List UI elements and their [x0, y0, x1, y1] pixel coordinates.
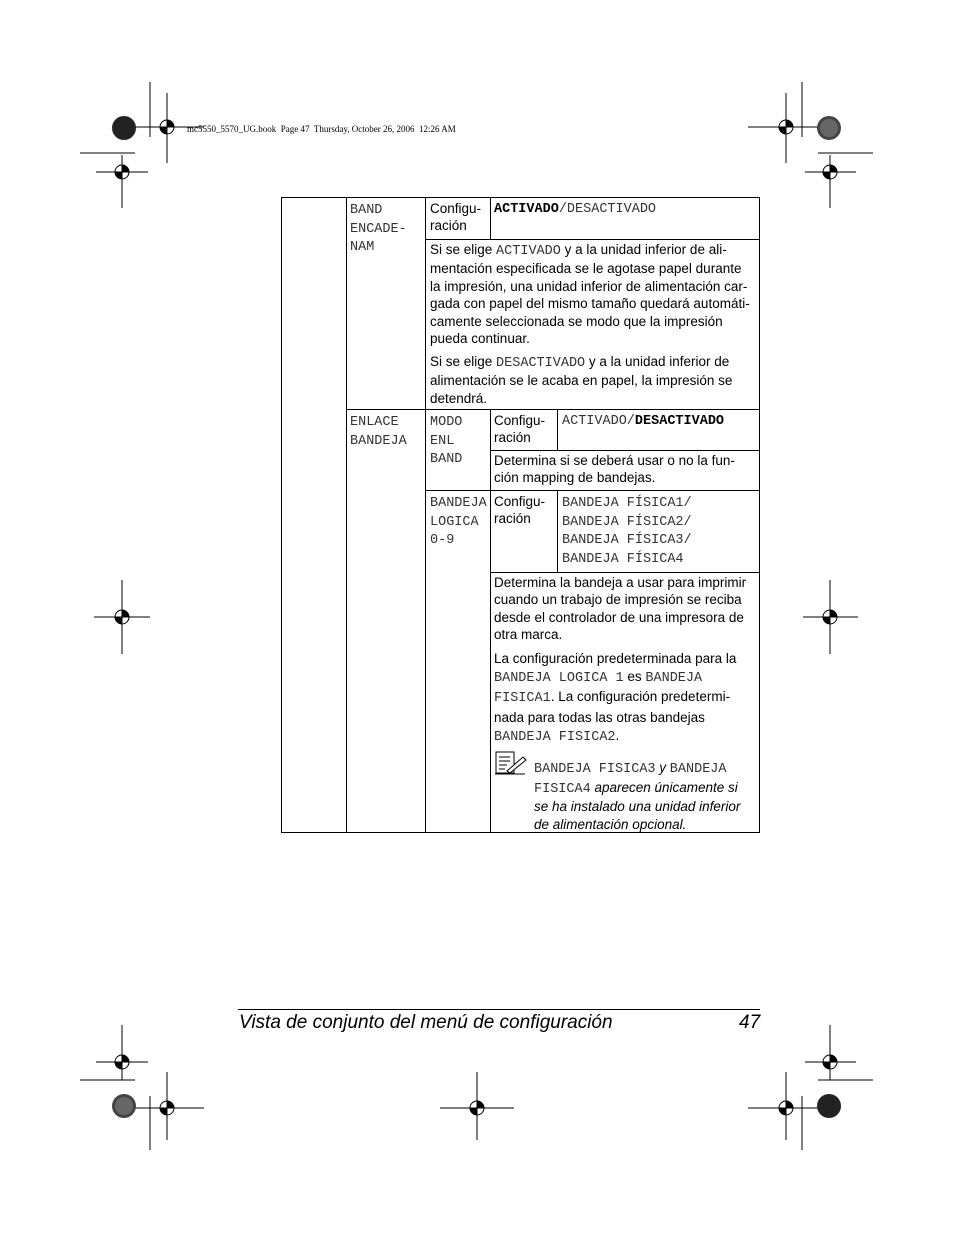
- note-pencil-icon: [495, 751, 527, 775]
- band-description-desactivado: Si se elige DESACTIVADO y a la unidad inferior de alimentación se le acaba en papel, la impresión se detendrá.: [430, 354, 733, 406]
- modo-enl-band-name: MODO ENL BAND: [430, 415, 463, 467]
- modo-description: Determina si se deberá usar o no la fun- ción mapping de bandejas.: [494, 453, 735, 486]
- modo-config-label: Configu- ración: [494, 413, 546, 446]
- logica-default-config: La configuración predeterminada para la BANDEJA LOGICA 1 es BANDEJA FISICA1. La configuración predetermi- nada para todas las otras bandejas BANDEJA FISICA2.: [494, 651, 737, 745]
- footer-chapter-title: Vista de conjunto del menú de configuración: [239, 1012, 613, 1033]
- band-config-label: Configu- ración: [430, 201, 482, 234]
- note-text: BANDEJA FISICA3 y BANDEJA FISICA4 aparecen únicamente si se ha instalado una unidad inferior de alimentación opcional.: [534, 760, 741, 832]
- band-description-activado: Si se elige ACTIVADO y a la unidad inferior de ali- mentación especificada se le agotase papel durante la impresión, una unidad inferior de alimentación car- gada con papel del mismo tamaño quedará automáti- camente seleccionada se modo que la impresión pueda continuar.: [430, 242, 750, 347]
- page-number: 47: [739, 1012, 761, 1033]
- logica-description: Determina la bandeja a usar para imprimir cuando un trabajo de impresión se reciba desde el controlador de una impresora de otra marca.: [494, 575, 747, 643]
- modo-config-value: ACTIVADO/DESACTIVADO: [562, 414, 725, 429]
- logica-config-values: BANDEJA FÍSICA1/ BANDEJA FÍSICA2/ BANDEJA FÍSICA3/ BANDEJA FÍSICA4: [562, 496, 692, 567]
- enlace-bandeja-name: ENLACE BANDEJA: [350, 415, 407, 449]
- band-config-value: ACTIVADO/DESACTIVADO: [494, 202, 657, 217]
- band-encadenam-name: BAND ENCADE- NAM: [350, 203, 407, 255]
- footer-rule: [238, 1009, 760, 1010]
- bandeja-logica-name: BANDEJA LOGICA 0-9: [430, 496, 487, 548]
- logica-config-label: Configu- ración: [494, 494, 546, 527]
- book-file-line: mc5550_5570_UG.book Page 47 Thursday, October 26, 2006 12:26 AM: [187, 124, 456, 134]
